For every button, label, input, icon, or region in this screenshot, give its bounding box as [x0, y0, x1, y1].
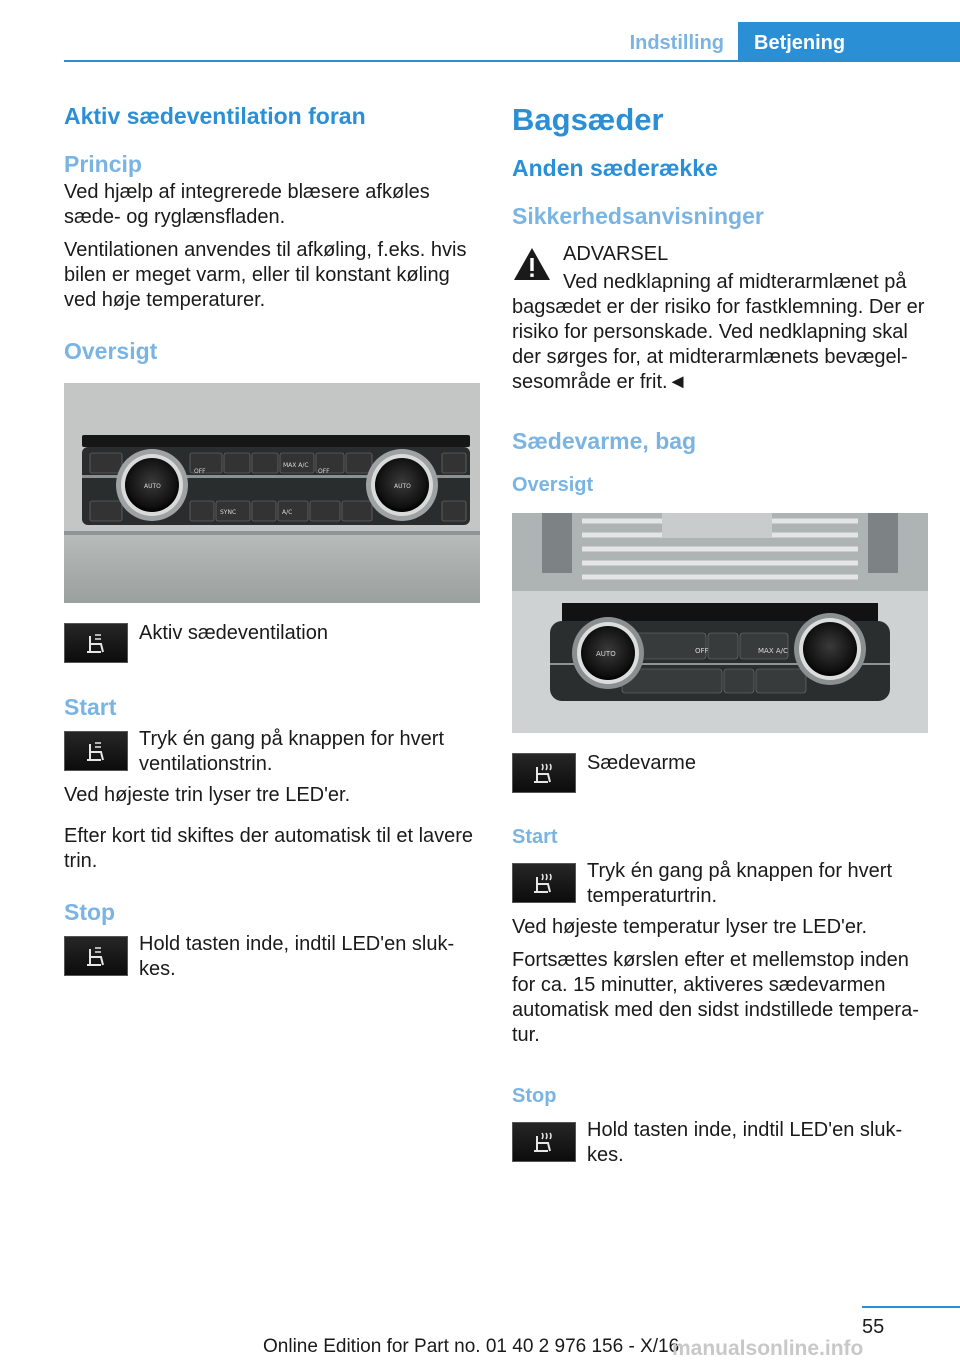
- front-max-ac-label: MAX A/C: [283, 462, 309, 469]
- heat-start-instruction: Tryk én gang på knappen for hvert temperaturtrin.: [587, 860, 892, 907]
- right-subtitle: Anden sæderække: [512, 155, 718, 181]
- front-auto-label-left: AUTO: [144, 483, 161, 490]
- stop-row: [64, 932, 484, 982]
- rear-auto-label: AUTO: [596, 650, 616, 658]
- warning-text: Ved nedklapning af midterarmlænet på bagsædet er der risiko for fastklemning. Der er risiko for personskade. Ved nedklapning skal der sørges for, at midterarmlænets bevægelsesområde er frit.◄: [512, 271, 925, 393]
- watermark: manualsonline.info: [672, 1337, 864, 1360]
- stop-heading: Stop: [64, 899, 116, 925]
- principle-paragraph-1: Ved hjælp af integrerede blæsere afkøles sæde- og ryglænsfladen.: [64, 181, 430, 228]
- seat-ventilation-icon: [64, 936, 128, 976]
- stop-instruction: Hold tasten inde, indtil LED'en slukkes.: [139, 933, 455, 980]
- heat-legend-text: Sædevarme: [587, 752, 696, 774]
- heat-start-row: [512, 859, 932, 909]
- warning-block: [512, 242, 932, 284]
- heat-start-paragraph-1: Ved højeste temperatur lyser tre LED'er.: [512, 916, 868, 938]
- seat-heating-icon: [512, 863, 576, 903]
- seat-ventilation-icon: [64, 731, 128, 771]
- warning-triangle-icon: [512, 244, 552, 284]
- left-column: [64, 100, 484, 982]
- start-heading: Start: [64, 694, 117, 720]
- front-sync-label: SYNC: [220, 509, 237, 516]
- front-off-label-2: OFF: [318, 468, 330, 475]
- start-paragraph-2: Efter kort tid skiftes der automatisk til et lavere trin.: [64, 825, 474, 872]
- overview-heading: Oversigt: [64, 338, 158, 364]
- heat-stop-row: [512, 1118, 932, 1168]
- seat-heating-icon: [512, 1122, 576, 1162]
- safety-heading: Sikkerhedsanvisninger: [512, 203, 764, 229]
- page-number-rule: [862, 1306, 960, 1308]
- heat-legend-row: [512, 753, 932, 793]
- heat-overview-heading: Oversigt: [512, 474, 594, 496]
- rear-climate-panel-image: [512, 513, 928, 733]
- start-instruction: Tryk én gang på knappen for hvert ventilationstrin.: [139, 728, 444, 775]
- seat-heating-icon: [512, 753, 576, 793]
- legend-text: Aktiv sædeventilation: [139, 622, 328, 644]
- heat-start-heading: Start: [512, 826, 558, 848]
- heat-start-paragraph-2: Fortsættes kørslen efter et mellemstop inden for ca. 15 minutter, aktiveres sædevarmen automatisk med den sidst indstillede temperatur.: [512, 949, 919, 1046]
- heat-heading: Sædevarme, bag: [512, 428, 697, 454]
- start-paragraph-1: Ved højeste trin lyser tre LED'er.: [64, 784, 351, 806]
- principle-heading: Princip: [64, 151, 142, 177]
- rear-max-ac-label: MAX A/C: [758, 647, 788, 655]
- front-panel-svg: [64, 383, 480, 603]
- page-number: 55: [862, 1316, 885, 1338]
- right-column: [512, 100, 932, 1168]
- rear-panel-svg: [512, 513, 928, 733]
- front-auto-label-right: AUTO: [394, 483, 411, 490]
- section-title: Aktiv sædeventilation foran: [64, 103, 366, 129]
- principle-paragraph-2: Ventilationen anvendes til afkøling, f.eks. hvis bilen er meget varm, eller til konstant køling ved høje temperaturer.: [64, 239, 467, 311]
- front-climate-panel-image: [64, 383, 480, 603]
- tab-betjening[interactable]: Betjening: [738, 22, 960, 62]
- front-ac-label: A/C: [282, 509, 293, 516]
- heat-stop-instruction: Hold tasten inde, indtil LED'en slukkes.: [587, 1119, 903, 1166]
- header-rule: [64, 60, 960, 62]
- legend-row: [64, 623, 484, 663]
- right-title: Bagsæder: [512, 102, 664, 137]
- edition-text: Online Edition for Part no. 01 40 2 976 156 - X/16: [263, 1336, 680, 1357]
- rear-off-label: OFF: [695, 647, 709, 655]
- warning-label: ADVARSEL: [563, 243, 669, 265]
- seat-ventilation-icon: [64, 623, 128, 663]
- start-row: [64, 727, 484, 777]
- tab-indstilling[interactable]: Indstilling: [629, 32, 724, 54]
- heat-stop-heading: Stop: [512, 1085, 557, 1107]
- front-off-label-1: OFF: [194, 468, 206, 475]
